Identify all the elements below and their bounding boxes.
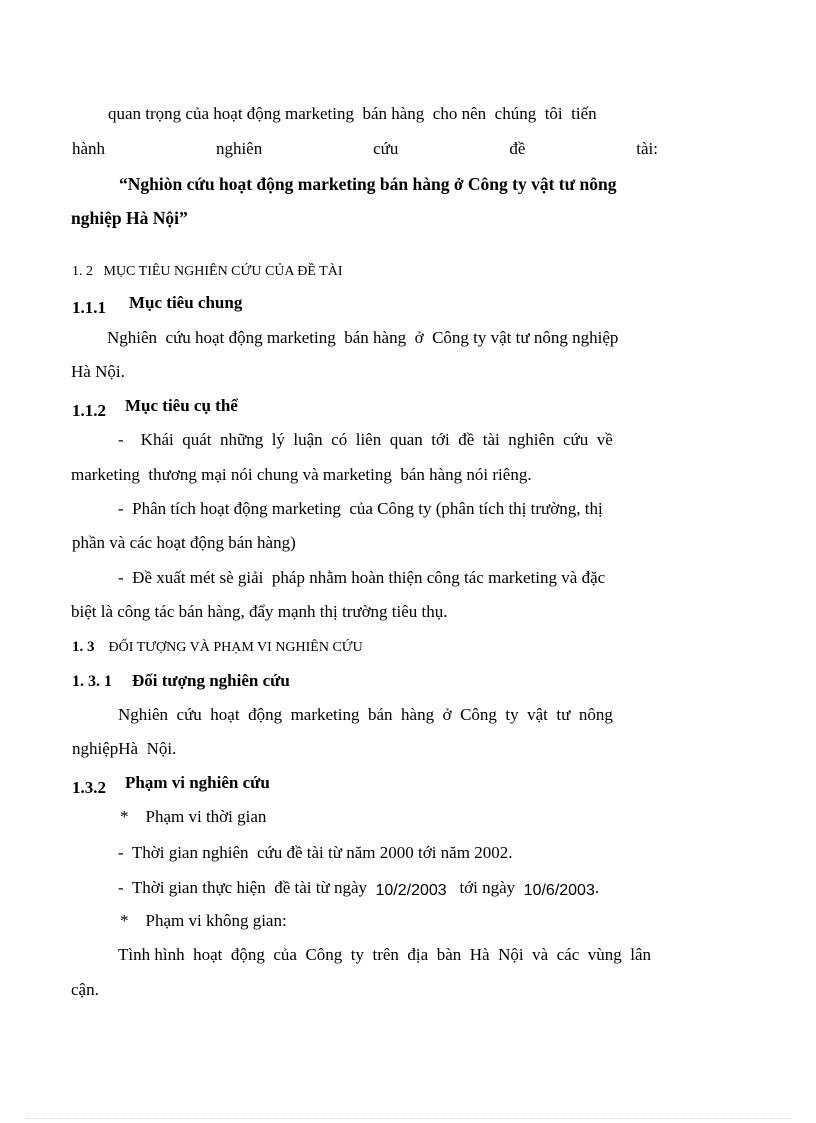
list-item: * Phạm vi không gian: [120, 911, 287, 930]
section-heading [72, 263, 343, 281]
bullet-line: phần và các hoạt động bán hàng) [72, 533, 296, 552]
paragraph-line: nghiệpHà Nội. [72, 739, 177, 758]
section-number: 1. 2 [72, 264, 93, 279]
list-item: * Phạm vi thời gian [120, 807, 267, 826]
word: cứu [373, 139, 399, 158]
list-item-end: . [594, 878, 600, 897]
paragraph-line: Nghiên cứu hoạt động marketing bán hàng ở Công ty vật tư nông nghiệp [107, 328, 619, 347]
list-item [118, 878, 599, 899]
page-border [24, 1118, 792, 1119]
subsection-number: 1. 3. 1 [72, 673, 112, 690]
subsection-number: 1.1.1 [72, 298, 106, 317]
subsection-title: Mục tiêu chung [129, 293, 243, 312]
paragraph-line: Tình hình hoạt động của Công ty trên địa bàn Hà Nội và các vùng lân [118, 945, 652, 964]
subsection-title: Phạm vi nghiên cứu [125, 773, 270, 792]
paragraph-line: Nghiên cứu hoạt động marketing bán hàng ở Công ty vật tư nông [118, 705, 613, 724]
justified-line [72, 139, 658, 159]
subsection-title: Đối tượng nghiên cứu [132, 671, 290, 690]
bullet-line: marketing thương mại nói chung và marketing bán hàng nói riêng. [71, 465, 532, 484]
paragraph-line: Hà Nội. [71, 362, 125, 381]
word: hành [72, 139, 106, 158]
topic-title-line: “Nghiòn cứu hoạt động marketing bán hàng ở Công ty vật tư nông [119, 174, 617, 194]
section-title: ĐỐI TƯỢNG VÀ PHẠM VI NGHIÊN CỨU [108, 640, 363, 655]
word: đề [509, 139, 526, 158]
list-item-text: tới ngày [459, 878, 516, 897]
subsection-title: Mục tiêu cụ thể [125, 396, 238, 415]
subsection-number: 1.1.2 [72, 401, 106, 420]
bullet-line: - Khái quát những lý luận có liên quan tới đề tài nghiên cứu về [118, 430, 613, 449]
list-item: - Thời gian nghiên cứu đề tài từ năm 2000 tới năm 2002. [118, 843, 513, 862]
section-number: 1. 3 [72, 639, 95, 655]
paragraph-line: quan trọng của hoạt động marketing bán hàng cho nên chúng tôi tiến [108, 104, 597, 123]
paragraph-line: cận. [71, 980, 99, 999]
date-end: 10/6/2003 [523, 882, 595, 899]
bullet-line: - Đề xuất mét sè giải pháp nhằm hoàn thiện công tác marketing và đặc [118, 568, 606, 587]
word: nghiên [215, 139, 263, 158]
word: tài: [636, 139, 658, 158]
bullet-line: - Phân tích hoạt động marketing của Công ty (phân tích thị trường, thị [118, 499, 603, 518]
section-title: MỤC TIÊU NGHIÊN CỨU CỦA ĐỀ TÀI [103, 264, 343, 279]
list-item-text: - Thời gian thực hiện đề tài từ ngày [118, 878, 367, 897]
bullet-line: biệt là công tác bán hàng, đẩy mạnh thị trường tiêu thụ. [71, 602, 448, 621]
section-heading [72, 638, 363, 657]
date-start: 10/2/2003 [375, 882, 447, 899]
topic-title-line: nghiệp Hà Nội” [71, 208, 188, 228]
subsection-number: 1.3.2 [72, 778, 106, 797]
